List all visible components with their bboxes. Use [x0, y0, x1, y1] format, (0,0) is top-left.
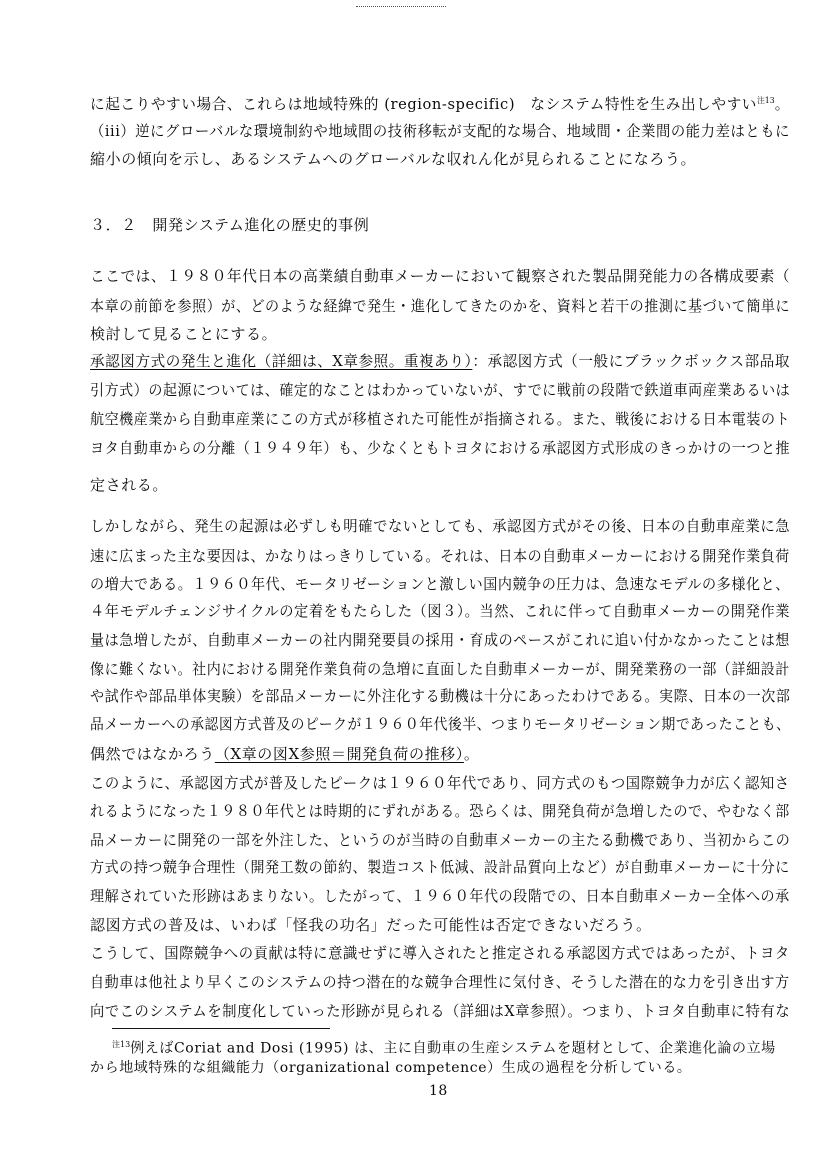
body-line: こうして、国際競争への貢献は特に意識せずに導入されたと推定される承認図方式ではあったが、トヨタ	[90, 944, 790, 962]
body-line-rest: ：承認図方式（一般にブラックボックス部品取	[472, 352, 791, 370]
intro-line-1-text: に起こりやすい場合、これらは地域特殊的 (region-specific) なシステム特性を生み出しやすい	[90, 95, 758, 113]
body-line: 品メーカーへの承認図方式普及のピークが１９６０年代後半、つまりモータリゼーション期であったことも、	[90, 715, 791, 733]
body-line: しかしながら、発生の起源は必ずしも明確でないとしても、承認図方式がその後、日本の自動車産業に急	[90, 517, 791, 535]
body-line: このように、承認図方式が普及したピークは１９６０年代であり、同方式のもつ国際競争力が広く認知さ	[90, 774, 790, 792]
body-line-text: 偶然ではなかろう	[90, 745, 215, 763]
body-line	[90, 351, 790, 371]
body-line: 方式の持つ競争合理性（開発工数の節約、製造コスト低減、設計品質向上など）が自動車メーカーに十分に	[90, 858, 790, 876]
body-line: ここでは、１９８０年代日本の高業績自動車メーカーにおいて観察された製品開発能力の各構成要素（	[90, 267, 791, 285]
intro-line-1	[90, 91, 790, 114]
body-line: 像に難くない。社内における開発作業負荷の急増に直面した自動車メーカーが、開発業務の一部（詳細設計	[90, 660, 790, 678]
page-number: 18	[429, 1083, 448, 1099]
cross-reference-underlined: （X章の図X参照＝開発負荷の推移）	[214, 745, 464, 763]
body-line: 理解されていた形跡はあまりない。したがって、１９６０年代の段階での、日本自動車メーカー全体への承	[90, 887, 790, 905]
body-line: 品メーカーに開発の一部を外注した、というのが当時の自動車メーカーの主たる動機であり、当初からこの	[90, 831, 791, 849]
body-line: ヨタ自動車からの分離（１９４９年）も、少なくともトヨタにおける承認図方式形成のきっかけの一つと推	[90, 439, 791, 457]
body-line: 速に広まった主な要因は、かなりはっきりしている。それは、日本の自動車メーカーにおける開発作業負荷	[90, 547, 790, 565]
intro-line-3: 縮小の傾向を示し、あるシステムへのグローバルな収れん化が見られることになろう。	[90, 150, 697, 168]
footnote-text: 例えばCoriat and Dosi (1995) は、主に自動車の生産システムを題材として、企業進化論の立場	[130, 1040, 776, 1057]
body-line: 自動車は他社より早くこのシステムの持つ潜在的な競争合理性に気付き、そうした潜在的な力を引き出す方	[90, 973, 790, 991]
body-line: ４年モデルチェンジサイクルの定着をもたらした（図３）。当然、これに伴って自動車メーカーの開発作業	[90, 602, 791, 620]
intro-line-1-tail: 。	[774, 95, 790, 113]
footnote-rule	[112, 1028, 330, 1029]
body-line: 本章の前節を参照）が、どのような経緯で発生・進化してきたのかを、資料と若干の推測に基づいて簡単に	[90, 297, 791, 315]
body-line: れるようになった１９８０年代とは時期的にずれがある。恐らくは、開発負荷が急増したので、やむなく部	[90, 802, 790, 820]
body-line: 認図方式の普及は、いわば「怪我の功名」だった可能性は否定できないだろう。	[90, 916, 652, 934]
body-line: 量は急増したが、自動車メーカーの社内開発要員の採用・育成のペースがこれに追い付かなかったことは想	[90, 631, 790, 649]
body-line	[90, 744, 479, 764]
body-line: や試作や部品単体実験）を部品メーカーに外注化する動機は十分にあったわけである。実際、日本の一次部	[90, 687, 791, 705]
body-line: 向でこのシステムを制度化していった形跡が見られる（詳細はX章参照）。つまり、トヨタ自動車に特有な	[90, 1002, 791, 1020]
section-heading: ３．２ 開発システム進化の歴史的事例	[90, 216, 370, 234]
footnote-line-2: から地域特殊的な組織能力（organizational competence）生成の過程を分析している。	[90, 1060, 692, 1076]
footnote-ref-13: 注13	[757, 96, 775, 105]
body-line: 引方式）の起源については、確定的なことはわかっていないが、すでに戦前の段階で鉄道車両産業あるいは	[90, 381, 791, 399]
body-line: 検討して見ることにする。	[90, 325, 278, 343]
footnote-marker: 注13	[112, 1040, 131, 1049]
body-line: 航空機産業から自動車産業にこの方式が移植された可能性が指摘される。また、戦後における日本電装のト	[90, 410, 791, 428]
header-rule	[356, 6, 446, 7]
intro-line-2: （iii）逆にグローバルな環境制約や地域間の技術移転が支配的な場合、地域間・企業間の能力差はともに	[90, 122, 791, 140]
body-line: の増大である。１９６０年代、モータリゼーションと激しい国内競争の圧力は、急速なモデルの多様化と、	[90, 575, 790, 593]
body-line-tail: 。	[463, 745, 480, 763]
subsection-title-underlined: 承認図方式の発生と進化（詳細は、X章参照。重複あり）	[90, 352, 473, 370]
footnote-line-1	[112, 1035, 776, 1059]
body-line: 定される。	[90, 476, 169, 494]
